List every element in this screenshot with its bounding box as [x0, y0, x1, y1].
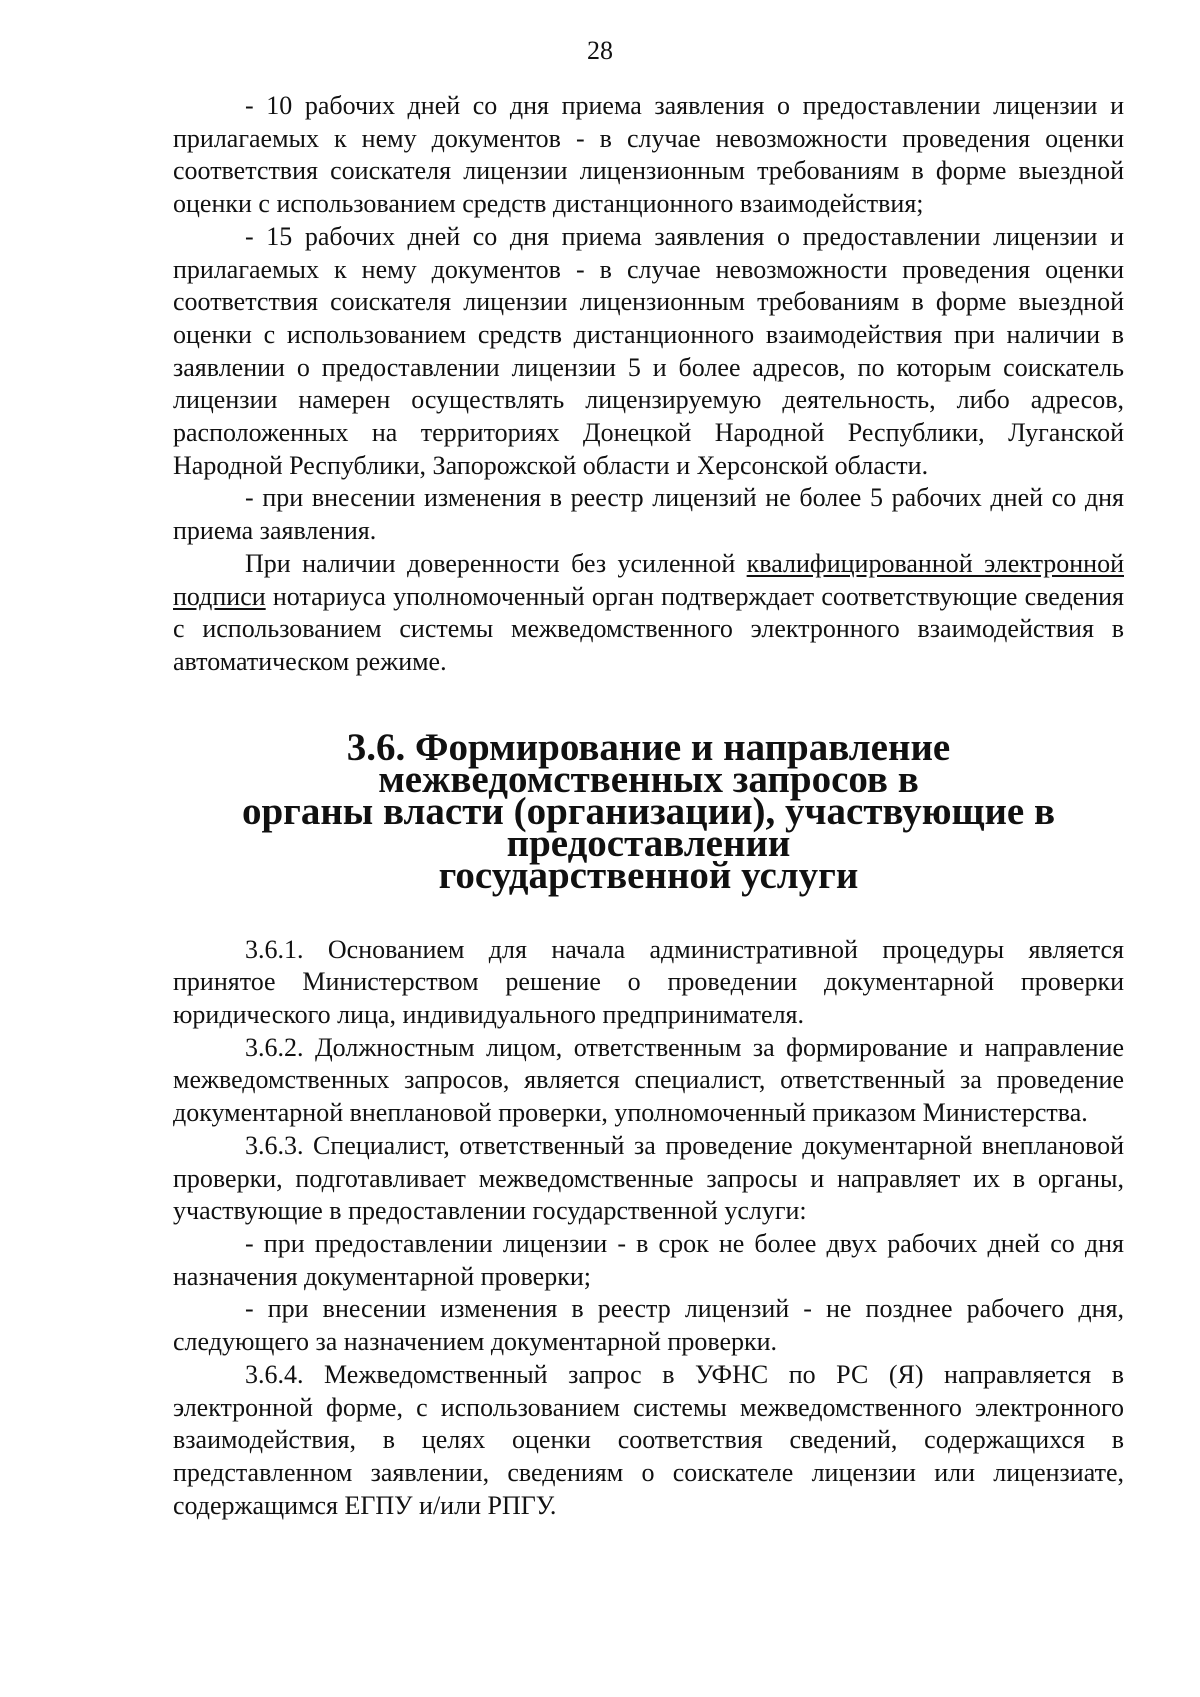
proxy-text-before: При наличии доверенности без усиленной [245, 548, 747, 578]
document-body [173, 90, 1124, 1522]
paragraph-registry-change: - при внесении изменения в реестр лицензий не более 5 рабочих дней со дня приема заявления. [173, 483, 1124, 546]
paragraph-3-6-2: 3.6.2. Должностным лицом, ответственным за формирование и направление межведомственных запросов, является специалист, ответственный за проведение документарной внеплановой проверки, уполномоченный приказом Министерства. [173, 1032, 1124, 1128]
paragraph-3-6-1: 3.6.1. Основанием для начала административной процедуры является принятое Министерством решение о проведении документарной проверки юридического лица, индивидуального предпринимателя. [173, 934, 1124, 1030]
paragraph-3-6-4: 3.6.4. Межведомственный запрос в УФНС по РС (Я) направляется в электронной форме, с использованием системы межведомственного электронного взаимодействия, в целях оценки соответствия сведений, содержащихся в представленном заявлении, сведениям о соискателе лицензии или лицензиате, содержащимся ЕГПУ и/или РПГУ. [173, 1359, 1124, 1520]
paragraph-proxy [173, 548, 1124, 679]
section-heading-line-1: 3.6. Формирование и направление межведомственных запросов в [346, 725, 951, 801]
proxy-text-after: нотариуса уполномоченный орган подтверждает соответствующие сведения с использованием системы межведомственного электронного взаимодействия в автоматическом режиме. [173, 581, 1124, 676]
page-number: 28 [587, 36, 613, 65]
paragraph-10-days: - 10 рабочих дней со дня приема заявления о предоставлении лицензии и прилагаемых к нему документов - в случае невозможности проведения оценки соответствия соискателя лицензии лицензионным требованиям в форме выездной оценки с использованием средств дистанционного взаимодействия; [173, 91, 1124, 219]
underlined-term: квалифицированной электронной подписи [173, 548, 1124, 611]
section-heading-line-2: органы власти (организации), участвующие в предоставлении [241, 789, 1056, 865]
section-heading [173, 725, 1124, 897]
paragraph-license-deadline: - при предоставлении лицензии - в срок не более двух рабочих дней со дня назначения документарной проверки; [173, 1228, 1124, 1291]
section-heading-line-3: государственной услуги [438, 853, 859, 897]
paragraph-3-6-3: 3.6.3. Специалист, ответственный за проведение документарной внеплановой проверки, подготавливает межведомственные запросы и направляет их в органы, участвующие в предоставлении государственной услуги: [173, 1130, 1124, 1226]
paragraph-registry-deadline: - при внесении изменения в реестр лицензий - не позднее рабочего дня, следующего за назначением документарной проверки. [173, 1294, 1124, 1357]
paragraph-15-days: - 15 рабочих дней со дня приема заявления о предоставлении лицензии и прилагаемых к нему документов - в случае невозможности проведения оценки соответствия соискателя лицензии лицензионным требованиям в форме выездной оценки с использованием средств дистанционного взаимодействия при наличии в заявлении о предоставлении лицензии 5 и более адресов, по которым соискатель лицензии намерен осуществлять лицензируемую деятельность, либо адресов, расположенных на территориях Донецкой Народной Республики, Луганской Народной Республики, Запорожской области и Херсонской области. [173, 221, 1124, 480]
